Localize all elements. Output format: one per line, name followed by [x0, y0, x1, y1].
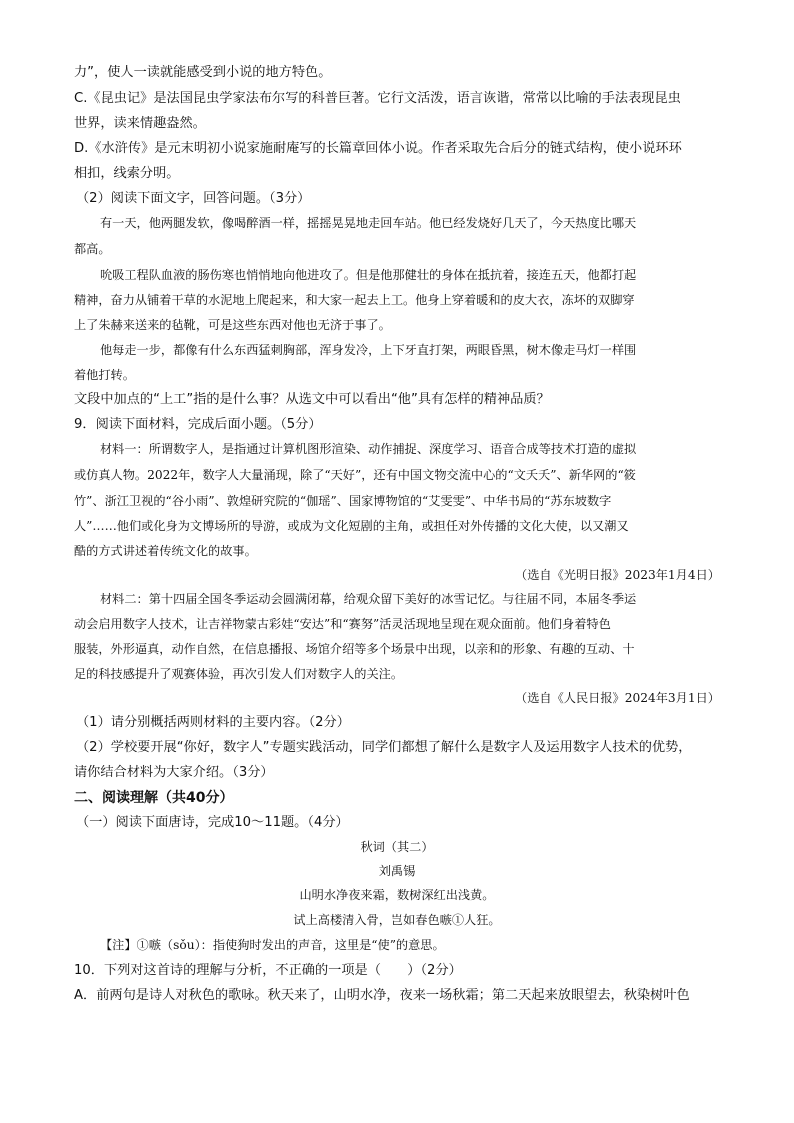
poem-title: 秋词（其二）: [360, 840, 434, 854]
source-citation: （选自《光明日报》2023年1月4日）: [515, 568, 720, 582]
material-line: 足的科技感提升了观赛体验，再次引发人们对数字人的关注。: [74, 667, 404, 681]
material-line: 竹”、浙江卫视的“谷小雨”、敦煌研究院的“伽瑶”、国家博物馆的“艾雯雯”、中华书局的“苏东坡数字: [74, 494, 612, 508]
question-heading: 10．下列对这首诗的理解与分析，不正确的一项是（ ）（2分）: [74, 963, 462, 978]
material-line: 服装，外形逼真，动作自然，在信息播报、场馆介绍等多个场景中出现，以亲和的形象、有趣的互动、十: [74, 642, 635, 656]
question-heading: 9．阅读下面材料，完成后面小题。（5分）: [74, 417, 322, 432]
passage-line: 着他打转。: [74, 368, 135, 382]
passage-line: 吮吸工程队血液的肠伤寒也悄悄地向他进攻了。但是他那健壮的身体在抵抗着，接连五天，他都打起: [100, 268, 637, 282]
passage-line: 精神，奋力从铺着干草的水泥地上爬起来，和大家一起去上工。他身上穿着暖和的皮大衣，冻坏的双脚穿: [74, 293, 635, 307]
question-text: 请你结合材料为大家介绍。（3分）: [74, 765, 274, 780]
question-text: （2）学校要开展“你好，数字人”专题实践活动，同学们都想了解什么是数字人及运用数字人技术的优势，: [76, 740, 692, 755]
source-citation: （选自《人民日报》2024年3月1日）: [515, 691, 720, 705]
option-d-line: D.《水浒传》是元末明初小说家施耐庵写的长篇章回体小说。作者采取先合后分的链式结构，使小说环环: [74, 141, 682, 156]
material-line: 动会启用数字人技术，让吉祥物蒙古彩娃“安达”和“赛努”活灵活现地呈现在观众面前。他们身着特色: [74, 617, 611, 631]
material-line: 材料一：所谓数字人，是指通过计算机图形渲染、动作捕捉、深度学习、语音合成等技术打造的虚拟: [100, 442, 637, 456]
question-text: 文段中加点的“上工”指的是什么事？从选文中可以看出“他”具有怎样的精神品质？: [74, 392, 550, 407]
material-line: 或仿真人物。2022年，数字人大量涌现，除了“天好”，还有中国文物交流中心的“文夭夭”、新华网的“筱: [74, 468, 636, 482]
poem-note: 【注】①嗾（sǒu）：指使狗时发出的声音，这里是“使”的意思。: [100, 938, 445, 952]
text-line: 世界，读来情趣盎然。: [74, 116, 206, 131]
passage-line: 有一天，他两腿发软，像喝醉酒一样，摇摇晃晃地走回车站。他已经发烧好几天了，今天热度比哪天: [100, 216, 637, 230]
poem-line: 山明水净夜来霜，数树深红出浅黄。: [299, 888, 495, 902]
passage-line: 都高。: [74, 242, 111, 256]
poem-line: 试上高楼清入骨，岂如春色嗾①人狂。: [293, 913, 501, 927]
passage-line: 他每走一步，都像有什么东西猛刺胸部，浑身发冷，上下牙直打架，两眼昏黑，树木像走马灯一样围: [100, 343, 637, 357]
option-c-line: C.《昆虫记》是法国昆虫学家法布尔写的科普巨著。它行文活泼，语言诙谐，常常以比喻的手法表现昆虫: [74, 91, 681, 106]
subsection-heading: （一）阅读下面唐诗，完成10～11题。（4分）: [76, 815, 349, 830]
text-line: 相扣，线索分明。: [74, 166, 180, 181]
material-line: 酷的方式讲述着传统文化的故事。: [74, 544, 257, 558]
material-line: 材料二：第十四届全国冬季运动会圆满闭幕，给观众留下美好的冰雪记忆。与往届不同，本届冬季运: [100, 592, 637, 606]
passage-line: 上了朱赫来送来的毡靴，可是这些东西对他也无济于事了。: [74, 318, 391, 332]
poem-author: 刘禹锡: [378, 864, 416, 878]
question-heading: （2）阅读下面文字，回答问题。（3分）: [76, 191, 311, 206]
text-line: 力”，使人一读就能感受到小说的地方特色。: [74, 65, 332, 80]
option-a-line: A．前两句是诗人对秋色的歌咏。秋天来了，山明水净，夜来一场秋霜；第二天起来放眼望去，秋染树叶色: [74, 988, 690, 1003]
section-heading: 二、阅读理解（共40分）: [74, 790, 234, 806]
question-text: （1）请分别概括两则材料的主要内容。（2分）: [76, 715, 350, 730]
material-line: 人”……他们或化身为文博场所的导游，或成为文化短剧的主角，或担任对外传播的文化大使，以又潮又: [74, 519, 629, 533]
